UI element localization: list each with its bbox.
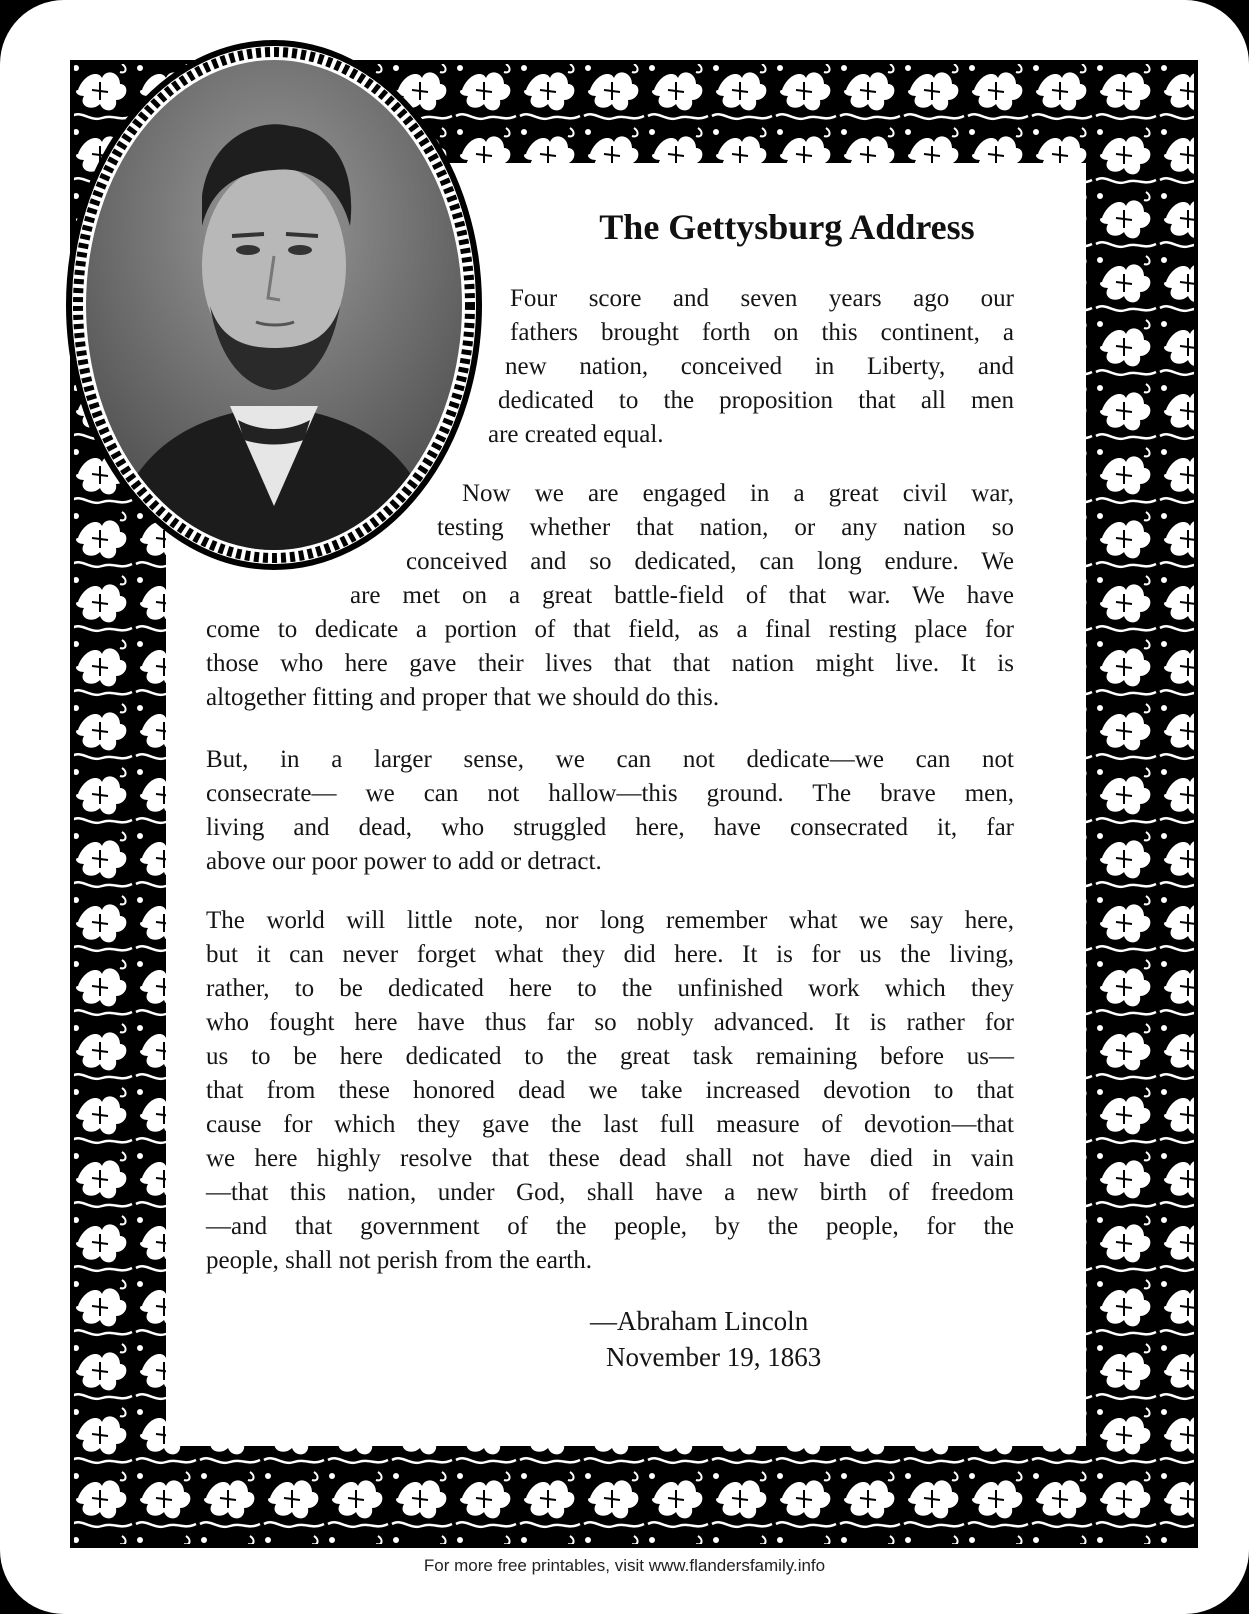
paragraph-2-line: testing whether that nation, or any nation so (437, 514, 1014, 541)
paragraph-3-line: But, in a larger sense, we can not dedicate—we can not (206, 746, 1014, 773)
paragraph-2-line: Now we are engaged in a great civil war, (462, 480, 1014, 507)
paragraph-2-line: altogether fitting and proper that we should do this. (206, 684, 720, 711)
paragraph-2-line: those who here gave their lives that that nation might live. It is (206, 650, 1014, 677)
paragraph-4-line: that from these honored dead we take increased devotion to that (206, 1077, 1014, 1104)
paragraph-4-line: we here highly resolve that these dead shall not have died in vain (206, 1145, 1014, 1172)
paragraph-4-line: The world will little note, nor long remember what we say here, (206, 907, 1014, 934)
paragraph-1-line: are created equal. (488, 421, 664, 448)
paragraph-4-line: rather, to be dedicated here to the unfinished work which they (206, 975, 1014, 1002)
paragraph-2-line: are met on a great battle-field of that war. We have (350, 582, 1014, 609)
paragraph-1-line: new nation, conceived in Liberty, and (505, 353, 1014, 380)
footer-note: For more free printables, visit www.flandersfamily.info (423, 1556, 826, 1575)
paragraph-2-line: conceived and so dedicated, can long endure. We (406, 548, 1014, 575)
signature: —Abraham Lincoln (590, 1306, 809, 1336)
paragraph-2-line: come to dedicate a portion of that field, as a final resting place for (206, 616, 1014, 643)
paragraph-1-line: Four score and seven years ago our (510, 285, 1014, 312)
paragraph-3-line: consecrate— we can not hallow—this ground. The brave men, (206, 780, 1014, 807)
paragraph-4-line: who fought here have thus far so nobly advanced. It is rather for (206, 1009, 1014, 1036)
paragraph-4-line: —that this nation, under God, shall have a new birth of freedom (206, 1179, 1014, 1206)
paragraph-4-line: us to be here dedicated to the great task remaining before us— (206, 1043, 1014, 1070)
page-title: The Gettysburg Address (599, 207, 975, 247)
paragraph-3-line: above our poor power to add or detract. (206, 848, 602, 875)
paragraph-4-line: —and that government of the people, by the people, for the (206, 1213, 1014, 1240)
paragraph-3-line: living and dead, who struggled here, have consecrated it, far (206, 814, 1014, 841)
date: November 19, 1863 (606, 1342, 822, 1372)
paragraph-4-line: but it can never forget what they did here. It is for us the living, (206, 941, 1014, 968)
abraham-lincoln-portrait-icon (60, 36, 488, 574)
paragraph-1-line: dedicated to the proposition that all men (498, 387, 1014, 414)
paragraph-1-line: fathers brought forth on this continent, a (510, 319, 1014, 346)
paragraph-4-line: cause for which they gave the last full measure of devotion—that (206, 1111, 1014, 1138)
paragraph-4-line: people, shall not perish from the earth. (206, 1247, 592, 1274)
